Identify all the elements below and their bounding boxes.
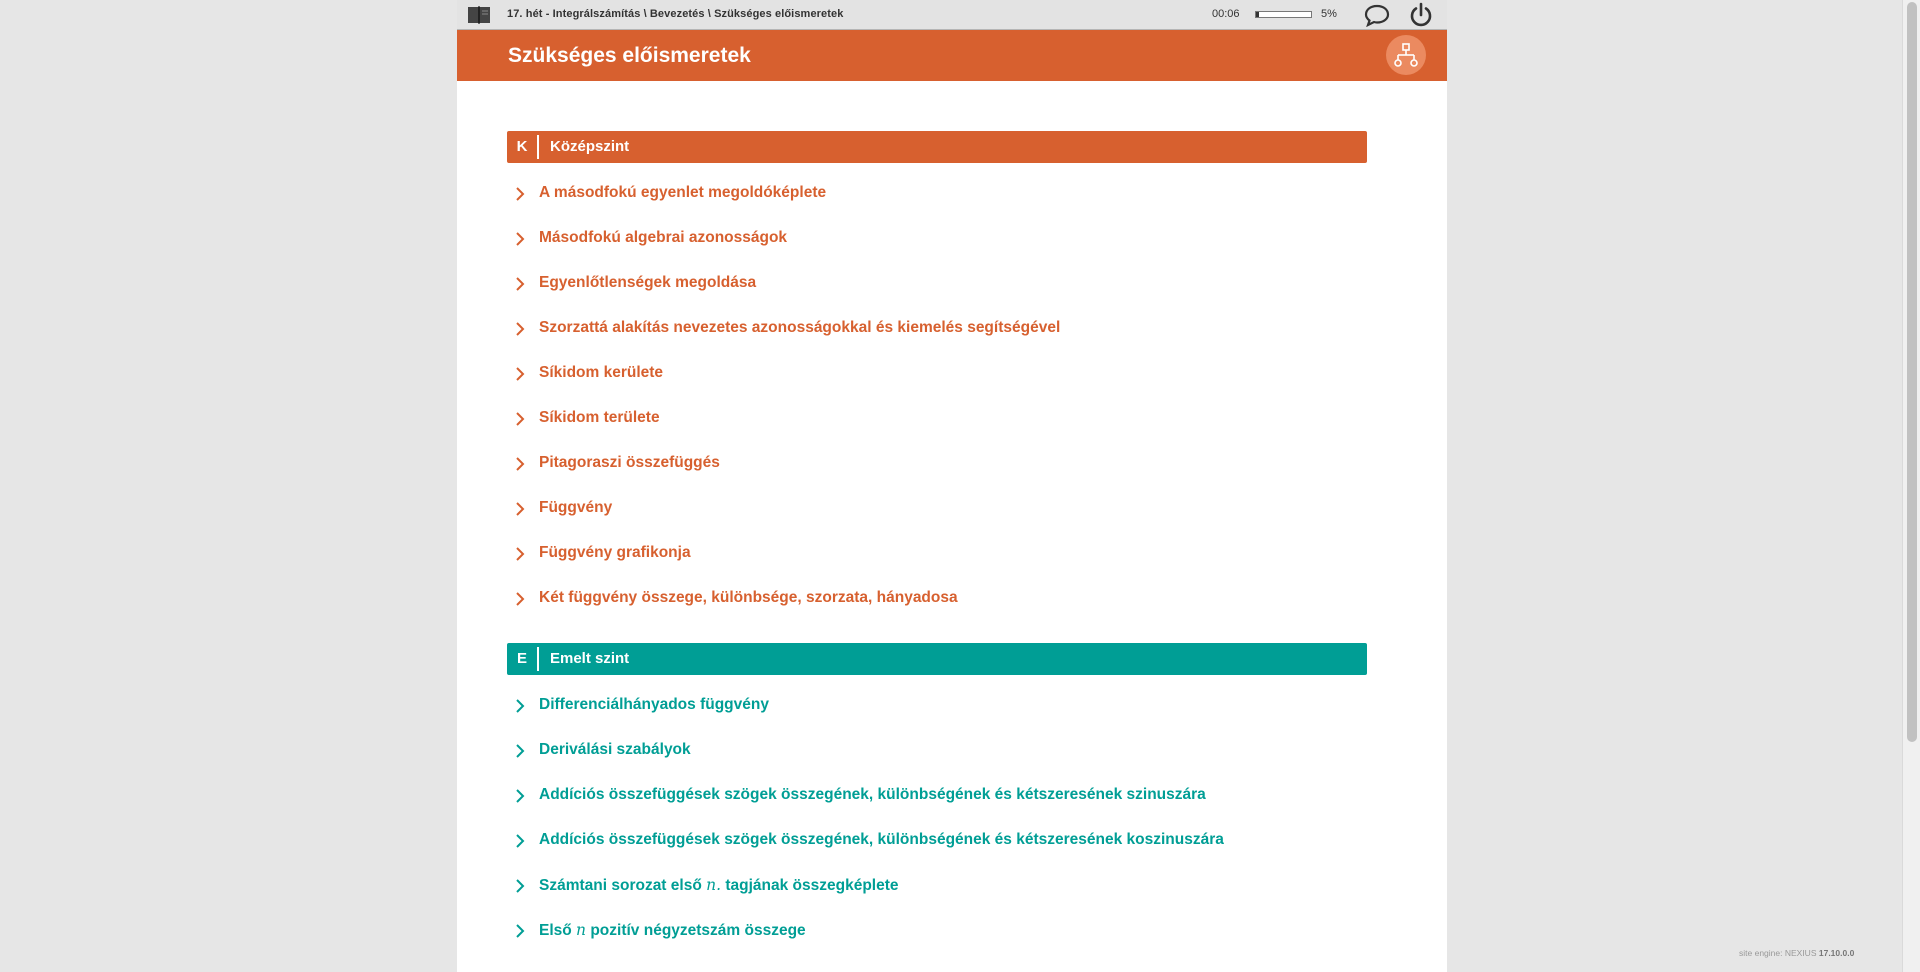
section-header-emelt-szint — [507, 643, 1367, 675]
chevron-right-icon — [514, 367, 526, 381]
chevron-right-icon — [514, 547, 526, 561]
topic-label: Deriválási szabályok — [539, 741, 691, 758]
topic-label: Addíciós összefüggések szögek összegének, különbségének és kétszeresének szinuszára — [539, 786, 1206, 803]
topic-label: Két függvény összege, különbsége, szorzata, hányadosa — [539, 589, 958, 606]
breadcrumb: 17. hét - Integrálszámítás \ Bevezetés \ Szükséges előismeretek — [507, 8, 844, 20]
page-scrollbar[interactable] — [1902, 0, 1920, 972]
power-icon[interactable] — [1409, 2, 1433, 28]
top-toolbar — [457, 0, 1447, 30]
progress-bar — [1255, 11, 1312, 18]
chevron-right-icon — [514, 322, 526, 336]
section-letter: K — [516, 138, 528, 155]
chevron-right-icon — [514, 187, 526, 201]
topic-label — [539, 876, 899, 895]
section-title: Középszint — [550, 138, 630, 155]
topic-label: Síkidom területe — [539, 409, 660, 426]
math-n: n. — [706, 876, 722, 894]
scrollbar-thumb[interactable] — [1907, 2, 1917, 742]
page-header — [457, 30, 1447, 81]
section-letter: E — [516, 650, 527, 667]
sitemap-button[interactable] — [1386, 35, 1426, 75]
content-frame — [457, 0, 1447, 972]
math-n: n — [576, 921, 587, 939]
engine-label: site engine: NEXIUS — [1739, 948, 1817, 958]
engine-version: 17.10.0.0 — [1818, 948, 1855, 958]
chevron-right-icon — [514, 924, 526, 938]
topic-label-pre: Első — [539, 922, 577, 939]
site-engine-footer — [1739, 948, 1854, 958]
chevron-right-icon — [514, 744, 526, 758]
topic-label: Egyenlőtlenségek megoldása — [539, 274, 757, 291]
section-header-kozepszint — [507, 131, 1367, 163]
chevron-right-icon — [514, 502, 526, 516]
section-title: Emelt szint — [550, 650, 630, 667]
chevron-right-icon — [514, 699, 526, 713]
chevron-right-icon — [514, 457, 526, 471]
chevron-right-icon — [514, 232, 526, 246]
progress-fill — [1256, 12, 1259, 17]
topic-label-pre: Számtani sorozat első — [539, 877, 707, 894]
topic-label: Pitagoraszi összefüggés — [539, 454, 720, 471]
section-divider — [537, 647, 539, 671]
topic-label: Síkidom kerülete — [539, 364, 664, 381]
chevron-right-icon — [514, 592, 526, 606]
sitemap-icon — [1394, 43, 1418, 67]
elapsed-timer: 00:06 — [1212, 8, 1240, 20]
progress-percent: 5% — [1321, 8, 1337, 20]
chevron-right-icon — [514, 789, 526, 803]
chevron-right-icon — [514, 412, 526, 426]
topic-label: Szorzattá alakítás nevezetes azonosságokkal és kiemelés segítségével — [539, 319, 1061, 336]
page-title: Szükséges előismeretek — [508, 44, 751, 67]
book-icon[interactable] — [467, 5, 491, 25]
topic-label-post: tagjának összegképlete — [721, 877, 899, 894]
topic-label — [539, 921, 806, 940]
topic-label: Addíciós összefüggések szögek összegének, különbségének és kétszeresének koszinuszára — [539, 831, 1224, 848]
topic-label: Függvény — [539, 499, 613, 516]
topic-label: A másodfokú egyenlet megoldóképlete — [539, 184, 827, 201]
topic-label: Függvény grafikonja — [539, 544, 691, 561]
topic-label: Differenciálhányados függvény — [539, 696, 769, 713]
chevron-right-icon — [514, 277, 526, 291]
chevron-right-icon — [514, 879, 526, 893]
chevron-right-icon — [514, 834, 526, 848]
chat-icon[interactable] — [1364, 3, 1390, 27]
section-divider — [537, 135, 539, 159]
topic-label: Másodfokú algebrai azonosságok — [539, 229, 788, 246]
topic-label-post: pozitív négyzetszám összege — [586, 922, 806, 939]
